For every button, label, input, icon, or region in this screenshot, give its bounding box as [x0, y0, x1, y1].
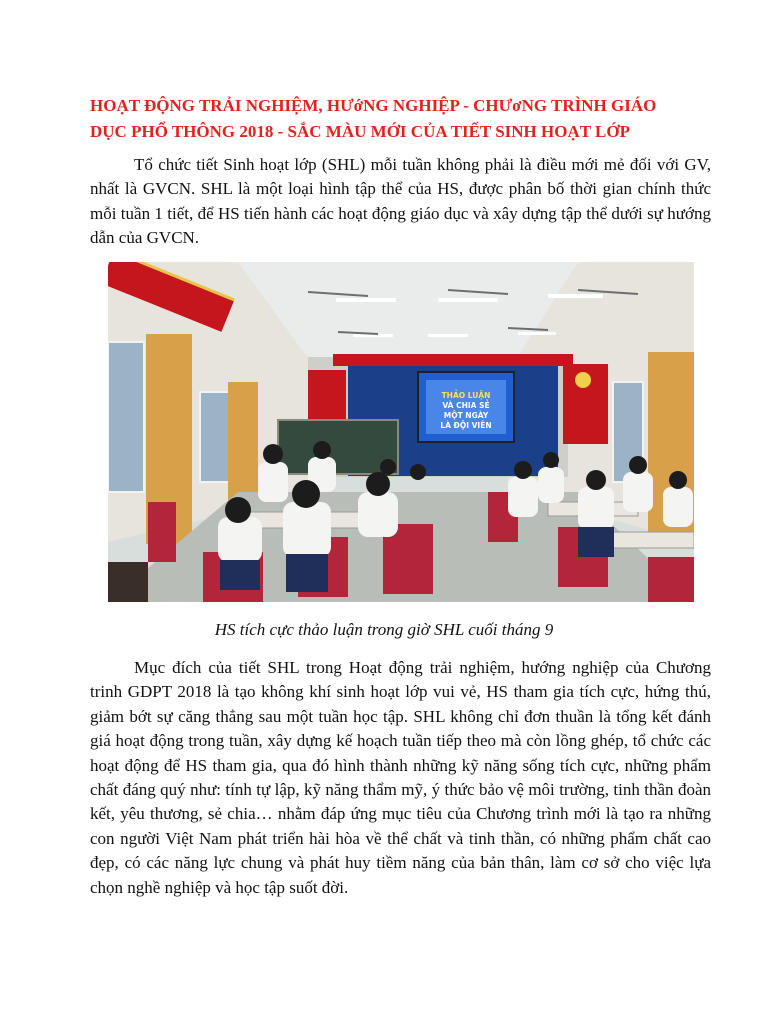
classroom-photo	[108, 262, 694, 602]
screen-line-3: MỘT NGÀY	[443, 411, 489, 420]
article-title: HOẠT ĐỘNG TRẢI NGHIỆM, HƯớNG NGHIỆP - CHƯơNG TRÌNH GIÁO DỤC PHỔ THÔNG 2018 - SẮC MÀU MỚI CỦA TIẾT SINH HOẠT LỚP	[90, 96, 657, 141]
screen-line-1: THẢO LUẬN	[441, 391, 491, 400]
photo-caption: HS tích cực thảo luận trong giờ SHL cuối tháng 9	[214, 620, 554, 639]
screen-line-2: VÀ CHIA SẺ	[442, 401, 490, 410]
purpose-paragraph: Mục đích của tiết SHL trong Hoạt động trải nghiệm, hướng nghiệp của Chương trinh GDPT 2018 là tạo không khí sinh hoạt lớp vui vẻ, HS tham gia tích cực, hứng thú, giảm bớt sự căng thẳng sau một tuần học tập. SHL không chỉ đơn thuần là tổng kết đánh giá hoạt động trong tuần, xây dựng kế hoạch tuần tiếp theo mà còn lồng ghép, tổ chức các hoạt động để HS tham gia, qua đó hình thành những kỹ năng sống tích cực, những phẩm chất đáng quý như: tính tự lập, kỹ năng thẩm mỹ, ý thức bảo vệ môi trường, tinh thần đoàn kết, yêu thương, sẻ chia… nhằm đáp ứng mục tiêu của Chương trình mới là tạo ra những con người Việt Nam phát triển hài hòa về thể chất và tinh thần, có những phẩm chất cao đẹp, có các năng lực chung và phát huy tiềm năng của bản thân, làm cơ sở cho việc lựa chọn nghề nghiệp và học tập suốt đời.	[90, 658, 711, 897]
intro-paragraph: Tổ chức tiết Sinh hoạt lớp (SHL) mỗi tuần không phải là điều mới mẻ đối với GV, nhất là GVCN. SHL là một loại hình tập thể của HS, được phân bố thời gian chính thức mỗi tuần 1 tiết, để HS tiến hành các hoạt động giáo dục và xây dựng tập thể dưới sự hướng dẫn của GVCN.	[90, 155, 711, 248]
screen-line-4: LÀ ĐỘI VIÊN	[440, 421, 492, 430]
